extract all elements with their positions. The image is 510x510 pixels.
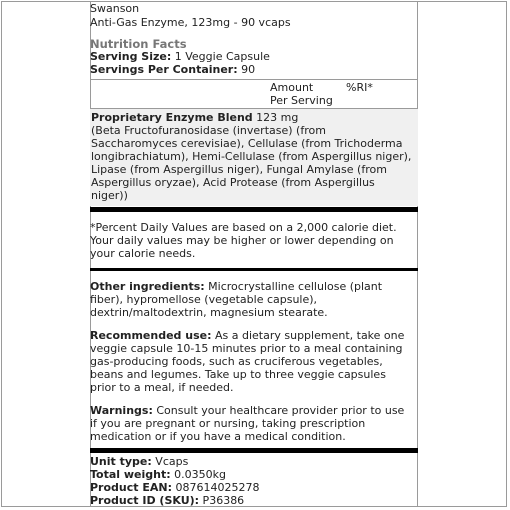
unit-type-value: Vcaps — [151, 455, 189, 468]
amount-header-line1: Amount — [270, 81, 314, 94]
other-ingredients-text: Microcrystalline cellulose (plant — [204, 280, 383, 293]
thick-divider — [90, 448, 418, 453]
recommended-use-text: beans and legumes. Take up to three veggie capsules — [90, 368, 386, 381]
product-ean-value: 087614025278 — [172, 481, 260, 494]
footnote-line: your calorie needs. — [90, 247, 196, 260]
ri-header: %RI* — [346, 81, 373, 94]
total-weight-row — [90, 468, 226, 481]
other-ingredients-line — [90, 280, 418, 293]
enzyme-blend-box — [90, 109, 418, 206]
unit-type-label: Unit type: — [90, 455, 152, 468]
other-ingredients-section — [90, 280, 418, 319]
servings-label: Servings Per Container: — [90, 63, 238, 76]
nutrition-facts-title: Nutrition Facts — [90, 37, 187, 51]
recommended-use-section — [90, 329, 418, 394]
amount-header-line2: Per Serving — [270, 94, 333, 107]
recommended-use-text: prior to a meal, if needed. — [90, 381, 234, 394]
product-ean-label: Product EAN: — [90, 481, 172, 494]
blend-line: Lipase (from Aspergillus niger), Fungal Amylase (from — [91, 163, 387, 176]
total-weight-value: 0.0350kg — [170, 468, 226, 481]
warnings-section — [90, 404, 418, 443]
blend-name: Proprietary Enzyme Blend — [91, 111, 253, 124]
servings-per-container-row — [90, 63, 255, 76]
blend-line: niger)) — [91, 189, 128, 202]
product-sku-label: Product ID (SKU): — [90, 494, 200, 507]
other-ingredients-text: fiber), hypromellose (vegetable capsule), — [90, 293, 318, 306]
serving-size-value: 1 Veggie Capsule — [174, 50, 270, 63]
other-ingredients-label: Other ingredients: — [90, 280, 205, 293]
warnings-text: Consult your healthcare provider prior to use — [152, 404, 405, 417]
divider — [90, 79, 418, 80]
recommended-use-text: As a dietary supplement, take one — [211, 329, 405, 342]
serving-size-row — [90, 50, 270, 63]
servings-value: 90 — [241, 63, 256, 76]
warnings-text: medication or if you have a medical condition. — [90, 430, 346, 443]
brand-name: Swanson — [90, 2, 140, 15]
warnings-label: Warnings: — [90, 404, 153, 417]
footnote-line: Your daily values may be higher or lower depending on — [90, 234, 394, 247]
warnings-line — [90, 404, 418, 417]
blend-amount: 123 mg — [256, 111, 299, 124]
thick-divider — [90, 207, 418, 212]
recommended-use-text: veggie capsule 10-15 minutes prior to a meal containing — [90, 342, 403, 355]
footnote-line: *Percent Daily Values are based on a 2,000 calorie diet. — [90, 221, 397, 234]
medium-divider — [90, 268, 418, 271]
recommended-use-label: Recommended use: — [90, 329, 212, 342]
warnings-text: if you are pregnant or nursing, taking prescription — [90, 417, 366, 430]
product-sku-value: P36386 — [199, 494, 245, 507]
blend-line: longibrachiatum), Hemi-Cellulase (from Aspergillus niger), — [91, 150, 412, 163]
product-sku-row — [90, 494, 244, 507]
total-weight-label: Total weight: — [90, 468, 171, 481]
amount-header — [270, 81, 333, 107]
daily-values-footnote — [90, 221, 418, 260]
unit-type-row — [90, 455, 188, 468]
blend-line: Aspergillus oryzae), Acid Protease (from Aspergillus — [91, 176, 375, 189]
blend-heading — [91, 111, 416, 124]
blend-line: Saccharomyces cerevisiae), Cellulase (from Trichoderma — [91, 137, 403, 150]
product-title: Anti-Gas Enzyme, 123mg - 90 vcaps — [90, 16, 291, 29]
product-ean-row — [90, 481, 259, 494]
recommended-use-line — [90, 329, 418, 342]
blend-line: (Beta Fructofuranosidase (invertase) (from — [91, 124, 326, 137]
serving-size-label: Serving Size: — [90, 50, 172, 63]
other-ingredients-text: dextrin/maltodextrin, magnesium stearate. — [90, 306, 328, 319]
recommended-use-text: gas-producing foods, such as cruciferous vegetables, — [90, 355, 383, 368]
